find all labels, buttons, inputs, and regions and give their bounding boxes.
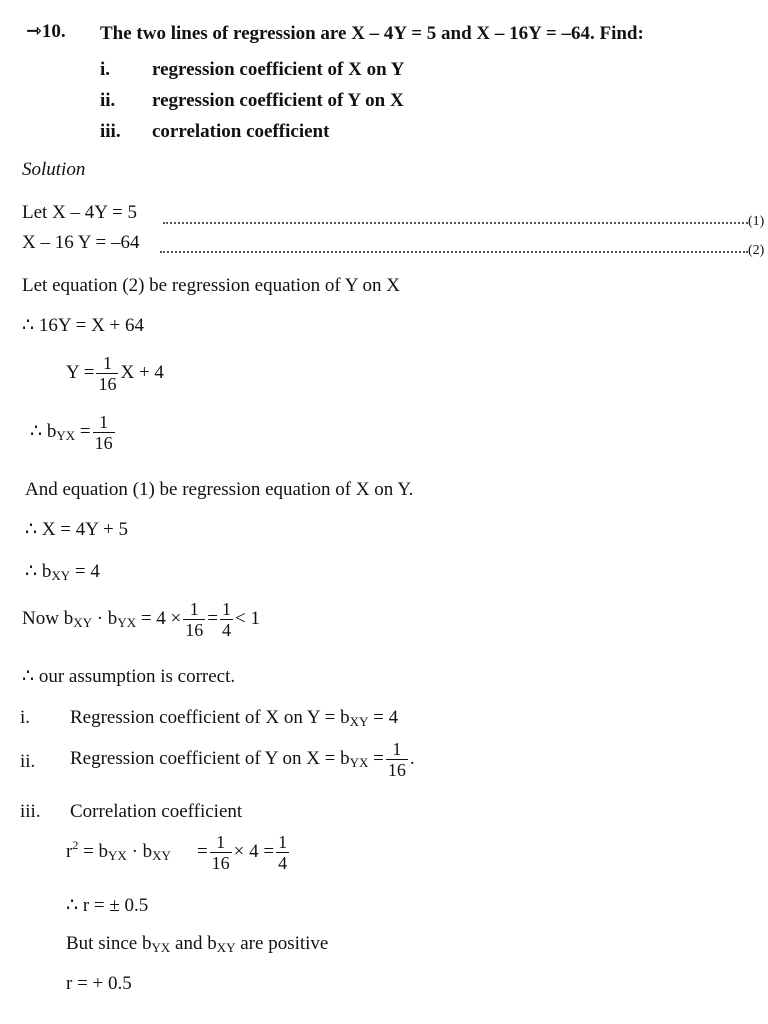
part-ii-text: regression coefficient of Y on X: [152, 90, 404, 111]
now-fraction-1: [183, 600, 205, 639]
line-x-4y: ∴ X = 4Y + 5: [25, 519, 129, 540]
r2-sub-xy: XY: [152, 847, 171, 863]
answer-ii-equals: =: [368, 747, 384, 769]
answer-iii-number: iii.: [20, 801, 41, 822]
part-iii-number: iii.: [100, 121, 121, 142]
bxy-prefix: ∴ b: [25, 561, 52, 582]
equation-2-ref: (2): [748, 243, 765, 258]
dot-leader-1: [163, 222, 748, 224]
r-squared-line: [66, 833, 291, 872]
fraction-denominator: 16: [387, 760, 406, 780]
part-i-text: regression coefficient of X on Y: [152, 59, 405, 80]
answer-i-subscript: XY: [349, 714, 369, 729]
byx-prefix: ∴ b: [30, 420, 57, 442]
fraction-denominator: 4: [278, 853, 288, 873]
equation-1-ref: (1): [748, 214, 765, 229]
r2-times: × 4 =: [233, 840, 275, 862]
line-16y: ∴ 16Y = X + 64: [22, 315, 145, 336]
now-times: = 4 ×: [136, 607, 182, 629]
fraction-numerator: 1: [102, 353, 112, 373]
fraction-denominator: 16: [94, 433, 113, 453]
byx-subscript: YX: [56, 427, 76, 443]
y-eq-right: X + 4: [120, 361, 164, 383]
fraction-denominator: 4: [222, 620, 231, 640]
answer-i-value: = 4: [368, 707, 399, 728]
since-text-3: are positive: [235, 933, 329, 954]
dot-leader-2: [160, 251, 748, 253]
fraction-numerator: 1: [278, 832, 288, 852]
equation-2: X – 16 Y = –64: [22, 232, 140, 253]
answer-i-text: Regression coefficient of X on Y = b: [70, 707, 350, 728]
answer-ii-subscript: YX: [349, 754, 369, 770]
byx-fraction: [93, 413, 115, 452]
since-positive-line: [66, 934, 328, 954]
now-sub-xy: XY: [73, 614, 92, 630]
part-ii-number: ii.: [100, 90, 116, 111]
let-equation-2-line: Let equation (2) be regression equation of Y on X: [22, 275, 400, 296]
fraction-numerator: 1: [222, 599, 231, 619]
part-iii-text: correlation coefficient: [152, 121, 330, 142]
now-text: Now b: [22, 607, 74, 629]
bxy-line: [25, 562, 100, 582]
fraction-denominator: 16: [185, 620, 204, 640]
answer-i: [70, 708, 398, 728]
r-superscript: 2: [72, 837, 79, 852]
r2-sub-yx: YX: [108, 847, 127, 863]
y-equation: [66, 354, 164, 393]
fraction-denominator: 16: [211, 853, 230, 873]
r-plus-minus-line: ∴ r = ± 0.5: [66, 895, 149, 916]
r2-fraction-2: [276, 833, 289, 872]
answer-i-number: i.: [20, 707, 31, 728]
solution-heading: Solution: [22, 159, 86, 180]
answer-iii-text: Correlation coefficient: [70, 801, 243, 822]
now-equals: =: [207, 607, 218, 629]
byx-equals: =: [75, 420, 91, 442]
fraction-numerator: 1: [392, 739, 402, 759]
answer-ii-period: .: [409, 747, 415, 769]
answer-ii: [70, 740, 415, 779]
now-less-than: < 1: [235, 607, 260, 629]
since-sub-yx: YX: [151, 940, 171, 955]
product-check-line: [22, 600, 260, 639]
since-sub-xy: XY: [216, 940, 236, 955]
r-final-line: r = + 0.5: [66, 973, 132, 994]
and-equation-1-line: And equation (1) be regression equation of X on Y.: [25, 479, 414, 500]
y-eq-left: Y =: [66, 361, 95, 383]
answer-ii-number: ii.: [20, 751, 36, 772]
question-number: ⇾10.: [26, 21, 66, 42]
r2-equals-b: = b: [78, 840, 109, 862]
fraction-denominator: 16: [98, 374, 117, 394]
since-text-2: and b: [170, 933, 217, 954]
byx-line: [30, 413, 117, 452]
equation-1: Let X – 4Y = 5: [22, 202, 138, 223]
fraction-numerator: 1: [216, 832, 226, 852]
now-fraction-2: [220, 600, 233, 639]
assumption-line: ∴ our assumption is correct.: [22, 666, 236, 687]
r2-fraction-1: [210, 833, 232, 872]
bxy-value: = 4: [70, 561, 100, 582]
part-i-number: i.: [100, 59, 111, 80]
answer-ii-fraction: [386, 740, 408, 779]
r2-equals: =: [196, 840, 208, 862]
now-sub-yx: YX: [117, 614, 137, 630]
now-dot-b: · b: [91, 607, 118, 629]
fraction-numerator: 1: [99, 412, 109, 432]
fraction-1-16: [96, 354, 118, 393]
r-symbol: r: [66, 840, 73, 862]
question-text: The two lines of regression are X – 4Y = 5 and X – 16Y = –64. Find:: [100, 23, 644, 44]
since-text-1: But since b: [66, 933, 152, 954]
r2-dot-b: · b: [126, 840, 153, 862]
fraction-numerator: 1: [189, 599, 199, 619]
answer-ii-text: Regression coefficient of Y on X = b: [70, 747, 350, 769]
bxy-subscript: XY: [51, 568, 71, 583]
